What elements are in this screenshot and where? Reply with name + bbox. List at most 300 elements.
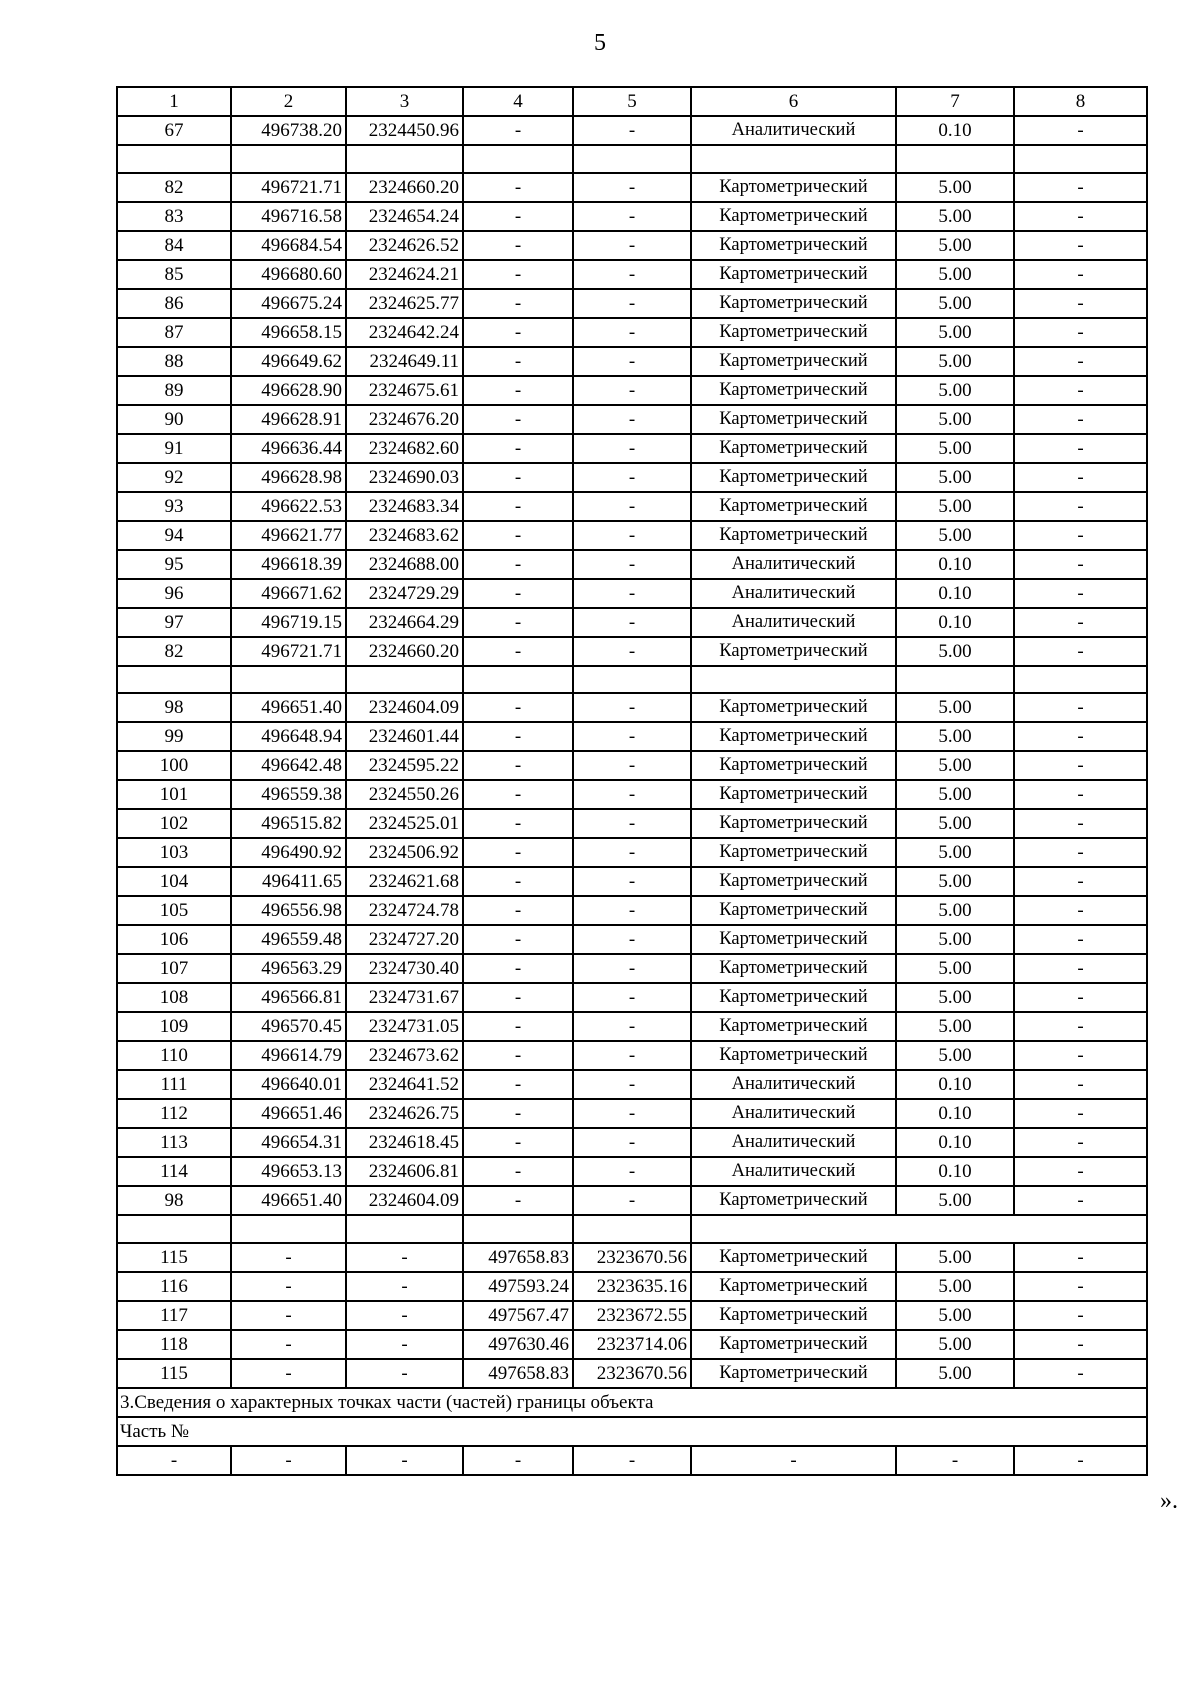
table-cell-col-6: Картометрический bbox=[691, 347, 896, 376]
table-cell-col-4: - bbox=[463, 751, 573, 780]
table-cell-col-6: Аналитический bbox=[691, 550, 896, 579]
table-cell-col-4: - bbox=[463, 693, 573, 722]
table-cell-col-6: Картометрический bbox=[691, 231, 896, 260]
table-cell-col-6: Картометрический bbox=[691, 1041, 896, 1070]
table-cell-col-3: 2324506.92 bbox=[346, 838, 463, 867]
table-cell-col-5: - bbox=[573, 405, 691, 434]
table-cell-col-1: 3.Сведения о характерных точках части (частей) границы объекта bbox=[117, 1388, 1147, 1417]
table-cell-col-1: 104 bbox=[117, 867, 231, 896]
table-cell-col-5: - bbox=[573, 116, 691, 145]
table-row bbox=[117, 637, 1147, 666]
table-cell-col-6: Картометрический bbox=[691, 434, 896, 463]
table-row bbox=[117, 896, 1147, 925]
table-cell-col-2: - bbox=[231, 1243, 346, 1272]
table-cell-col-2: 496648.94 bbox=[231, 722, 346, 751]
table-row bbox=[117, 925, 1147, 954]
table-cell-col-4: - bbox=[463, 434, 573, 463]
table-row bbox=[117, 751, 1147, 780]
table-cell-col-6: Картометрический bbox=[691, 838, 896, 867]
table-cell-col-1: 106 bbox=[117, 925, 231, 954]
table-cell-col-2: - bbox=[231, 1359, 346, 1388]
table-cell-col-1: 1 bbox=[117, 87, 231, 116]
table-cell-col-5: - bbox=[573, 1041, 691, 1070]
table-cell-col-8: - bbox=[1014, 202, 1147, 231]
table-cell-col-7: 5.00 bbox=[896, 925, 1014, 954]
table-cell-col-7 bbox=[896, 145, 1014, 173]
table-cell-col-6: Картометрический bbox=[691, 1186, 896, 1215]
table-cell-col-5: - bbox=[573, 492, 691, 521]
table-cell-col-6: Картометрический bbox=[691, 521, 896, 550]
table-cell-col-7: 5.00 bbox=[896, 693, 1014, 722]
table-cell-col-7: 5.00 bbox=[896, 751, 1014, 780]
table-cell-col-6: Картометрический bbox=[691, 173, 896, 202]
table-cell-col-3: 2324682.60 bbox=[346, 434, 463, 463]
table-cell-col-1: 109 bbox=[117, 1012, 231, 1041]
table-cell-col-4: - bbox=[463, 1446, 573, 1475]
table-cell-col-7: 5.00 bbox=[896, 838, 1014, 867]
table-cell-col-4: - bbox=[463, 579, 573, 608]
table-cell-col-2: 496622.53 bbox=[231, 492, 346, 521]
table-cell-col-1: 87 bbox=[117, 318, 231, 347]
table-cell-col-7: 5.00 bbox=[896, 231, 1014, 260]
table-cell-col-6: Картометрический bbox=[691, 1272, 896, 1301]
table-cell-col-2: 496628.98 bbox=[231, 463, 346, 492]
table-cell-col-1: 111 bbox=[117, 1070, 231, 1099]
table-cell-col-2: 496566.81 bbox=[231, 983, 346, 1012]
table-cell-col-6: Аналитический bbox=[691, 1070, 896, 1099]
table-cell-col-2: 496515.82 bbox=[231, 809, 346, 838]
table-row bbox=[117, 1330, 1147, 1359]
table-cell-col-8: - bbox=[1014, 260, 1147, 289]
table-cell-col-1: 116 bbox=[117, 1272, 231, 1301]
table-cell-col-2: 496563.29 bbox=[231, 954, 346, 983]
table-cell-col-1: 96 bbox=[117, 579, 231, 608]
table-cell-col-2: - bbox=[231, 1301, 346, 1330]
table-cell-col-4: - bbox=[463, 1070, 573, 1099]
table-cell-col-5: - bbox=[573, 722, 691, 751]
table-cell-col-7: 5.00 bbox=[896, 637, 1014, 666]
table-cell-col-2: - bbox=[231, 1272, 346, 1301]
table-cell-col-7: 5.00 bbox=[896, 405, 1014, 434]
table-cell-col-6: - bbox=[691, 1446, 896, 1475]
table-cell-col-5 bbox=[573, 1215, 691, 1243]
table-cell-col-5: - bbox=[573, 780, 691, 809]
table-cell-col-2: 496618.39 bbox=[231, 550, 346, 579]
table-cell-col-2: 496621.77 bbox=[231, 521, 346, 550]
table-cell-col-6: Картометрический bbox=[691, 983, 896, 1012]
table-cell-col-6: Картометрический bbox=[691, 318, 896, 347]
table-cell-col-8: - bbox=[1014, 925, 1147, 954]
table-cell-col-8: - bbox=[1014, 1012, 1147, 1041]
table-cell-col-8: - bbox=[1014, 1301, 1147, 1330]
table-row bbox=[117, 954, 1147, 983]
table-cell-col-2: 496671.62 bbox=[231, 579, 346, 608]
table-cell-col-1: 90 bbox=[117, 405, 231, 434]
table-cell-col-6: Картометрический bbox=[691, 722, 896, 751]
table-cell-col-6: Картометрический bbox=[691, 896, 896, 925]
table-cell-col-7: 7 bbox=[896, 87, 1014, 116]
table-cell-col-1: Часть № bbox=[117, 1417, 1147, 1446]
table-cell-col-3: 2324450.96 bbox=[346, 116, 463, 145]
table-cell-col-3: 2324626.75 bbox=[346, 1099, 463, 1128]
table-cell-col-2: 496642.48 bbox=[231, 751, 346, 780]
table-row bbox=[117, 608, 1147, 637]
table-cell-col-5: - bbox=[573, 1012, 691, 1041]
table-cell-col-8: - bbox=[1014, 1272, 1147, 1301]
table-cell-col-7: 5.00 bbox=[896, 434, 1014, 463]
table-cell-col-8: - bbox=[1014, 231, 1147, 260]
table-row bbox=[117, 116, 1147, 145]
table-cell-col-2: 496675.24 bbox=[231, 289, 346, 318]
table-cell-col-8: 8 bbox=[1014, 87, 1147, 116]
table-cell-col-5: - bbox=[573, 608, 691, 637]
table-row bbox=[117, 1041, 1147, 1070]
table-cell-col-7: 0.10 bbox=[896, 1070, 1014, 1099]
table-cell-col-8: - bbox=[1014, 809, 1147, 838]
table-cell-col-7: 0.10 bbox=[896, 1099, 1014, 1128]
table-cell-col-7: 5.00 bbox=[896, 954, 1014, 983]
table-row bbox=[117, 289, 1147, 318]
table-cell-col-3: - bbox=[346, 1243, 463, 1272]
table-cell-col-5: - bbox=[573, 637, 691, 666]
table-cell-col-8 bbox=[1014, 145, 1147, 173]
table-cell-col-2: 496651.40 bbox=[231, 693, 346, 722]
table-cell-col-5: - bbox=[573, 202, 691, 231]
table-cell-col-1: 103 bbox=[117, 838, 231, 867]
table-cell-col-2: 496636.44 bbox=[231, 434, 346, 463]
section3-title-row bbox=[117, 1388, 1147, 1417]
table-cell-col-8: - bbox=[1014, 954, 1147, 983]
table-cell-col-1: 101 bbox=[117, 780, 231, 809]
table-cell-col-5: - bbox=[573, 463, 691, 492]
table-cell-col-3: 2324660.20 bbox=[346, 173, 463, 202]
table-cell-col-2: 496684.54 bbox=[231, 231, 346, 260]
table-cell-col-4: - bbox=[463, 463, 573, 492]
table-cell-col-8: - bbox=[1014, 376, 1147, 405]
table-cell-col-2 bbox=[231, 666, 346, 694]
table-cell-col-3: 2324550.26 bbox=[346, 780, 463, 809]
table-cell-col-4: - bbox=[463, 1157, 573, 1186]
table-cell-col-2: 496556.98 bbox=[231, 896, 346, 925]
table-header-row bbox=[117, 87, 1147, 116]
table-cell-col-6: Картометрический bbox=[691, 637, 896, 666]
table-cell-col-7: 5.00 bbox=[896, 289, 1014, 318]
table-cell-col-5: - bbox=[573, 983, 691, 1012]
table-cell-col-1: 100 bbox=[117, 751, 231, 780]
table-cell-col-2 bbox=[231, 1215, 346, 1243]
table-cell-col-4: - bbox=[463, 116, 573, 145]
table-row bbox=[117, 693, 1147, 722]
table-row bbox=[117, 550, 1147, 579]
table-cell-col-4: 497630.46 bbox=[463, 1330, 573, 1359]
table-row bbox=[117, 173, 1147, 202]
closing-quote: ». bbox=[1160, 1488, 1178, 1514]
table-row bbox=[117, 318, 1147, 347]
table-cell-col-6: Картометрический bbox=[691, 463, 896, 492]
table-cell-col-3: 2324683.62 bbox=[346, 521, 463, 550]
table-cell-col-8: - bbox=[1014, 637, 1147, 666]
table-cell-col-6: Картометрический bbox=[691, 809, 896, 838]
table-cell-col-4: - bbox=[463, 867, 573, 896]
table-cell-col-2: 496490.92 bbox=[231, 838, 346, 867]
table-cell-col-5: - bbox=[573, 1186, 691, 1215]
table-cell-col-8: - bbox=[1014, 722, 1147, 751]
table-cell-col-5: 2323635.16 bbox=[573, 1272, 691, 1301]
table-cell-col-3: 2324683.34 bbox=[346, 492, 463, 521]
table-cell-col-4: - bbox=[463, 1099, 573, 1128]
table-cell-col-7: 5.00 bbox=[896, 521, 1014, 550]
table-cell-col-3: 2324649.11 bbox=[346, 347, 463, 376]
table-cell-col-8: - bbox=[1014, 1446, 1147, 1475]
table-cell-col-1: 110 bbox=[117, 1041, 231, 1070]
table-cell-col-3: 2324595.22 bbox=[346, 751, 463, 780]
table-cell-col-4 bbox=[463, 145, 573, 173]
table-cell-col-4: - bbox=[463, 376, 573, 405]
table-cell-col-2: 496716.58 bbox=[231, 202, 346, 231]
table-row bbox=[117, 983, 1147, 1012]
table-cell-col-7: 0.10 bbox=[896, 116, 1014, 145]
table-cell-col-8: - bbox=[1014, 173, 1147, 202]
table-row bbox=[117, 1272, 1147, 1301]
table-cell-col-4 bbox=[463, 1215, 573, 1243]
table-cell-col-8: - bbox=[1014, 780, 1147, 809]
table-cell-col-1: 105 bbox=[117, 896, 231, 925]
table-cell-col-5: - bbox=[573, 809, 691, 838]
table-cell-col-5: - bbox=[573, 1070, 691, 1099]
table-cell-col-4: - bbox=[463, 492, 573, 521]
table-cell-col-5: - bbox=[573, 521, 691, 550]
table-cell-col-6: Картометрический bbox=[691, 954, 896, 983]
table-cell-col-1: 86 bbox=[117, 289, 231, 318]
table-cell-col-5: - bbox=[573, 231, 691, 260]
table-cell-col-7: 5.00 bbox=[896, 173, 1014, 202]
table-row bbox=[117, 492, 1147, 521]
table-cell-col-6: Картометрический bbox=[691, 405, 896, 434]
table-cell-col-7: 5.00 bbox=[896, 896, 1014, 925]
table-row bbox=[117, 1243, 1147, 1272]
table-cell-col-3: - bbox=[346, 1446, 463, 1475]
table-cell-col-4: 497658.83 bbox=[463, 1243, 573, 1272]
table-row bbox=[117, 202, 1147, 231]
table-cell-col-7: 5.00 bbox=[896, 983, 1014, 1012]
table-cell-col-2: 496721.71 bbox=[231, 637, 346, 666]
table-cell-col-5: - bbox=[573, 925, 691, 954]
table-cell-col-3: 2324690.03 bbox=[346, 463, 463, 492]
table-cell-col-1: 98 bbox=[117, 1186, 231, 1215]
table-cell-col-7: 5.00 bbox=[896, 260, 1014, 289]
table-cell-col-1: 88 bbox=[117, 347, 231, 376]
table-cell-col-5: - bbox=[573, 1099, 691, 1128]
table-cell-col-3: - bbox=[346, 1330, 463, 1359]
table-cell-col-2: 496658.15 bbox=[231, 318, 346, 347]
table-cell-col-6: Картометрический bbox=[691, 780, 896, 809]
table-cell-col-5: 2323714.06 bbox=[573, 1330, 691, 1359]
table-row bbox=[117, 1157, 1147, 1186]
table-cell-col-3: 2324664.29 bbox=[346, 608, 463, 637]
table-cell-col-7: - bbox=[896, 1446, 1014, 1475]
table-cell-col-5 bbox=[573, 145, 691, 173]
table-cell-col-4: 497567.47 bbox=[463, 1301, 573, 1330]
table-cell-col-7: 5.00 bbox=[896, 809, 1014, 838]
table-cell-col-5: 2323670.56 bbox=[573, 1243, 691, 1272]
table-cell-col-2: 496651.40 bbox=[231, 1186, 346, 1215]
table-cell-col-3: 2324724.78 bbox=[346, 896, 463, 925]
table-row bbox=[117, 1128, 1147, 1157]
table-cell-col-1: 118 bbox=[117, 1330, 231, 1359]
table-cell-col-2: 496411.65 bbox=[231, 867, 346, 896]
table-cell-col-5: - bbox=[573, 550, 691, 579]
separator-row bbox=[117, 666, 1147, 694]
table-cell-col-7: 5.00 bbox=[896, 1301, 1014, 1330]
table-cell-col-6 bbox=[691, 1215, 1147, 1243]
table-cell-col-5: - bbox=[573, 838, 691, 867]
table-row bbox=[117, 1012, 1147, 1041]
table-cell-col-7: 5.00 bbox=[896, 318, 1014, 347]
table-cell-col-6: Аналитический bbox=[691, 1128, 896, 1157]
table-cell-col-2: 496654.31 bbox=[231, 1128, 346, 1157]
table-cell-col-5: - bbox=[573, 1128, 691, 1157]
table-cell-col-6: Картометрический bbox=[691, 751, 896, 780]
table-cell-col-5: - bbox=[573, 434, 691, 463]
table-cell-col-3: 2324604.09 bbox=[346, 693, 463, 722]
table-cell-col-7: 5.00 bbox=[896, 376, 1014, 405]
table-cell-col-7: 5.00 bbox=[896, 492, 1014, 521]
table-cell-col-7: 5.00 bbox=[896, 202, 1014, 231]
table-cell-col-6: Картометрический bbox=[691, 260, 896, 289]
table-cell-col-3: 2324606.81 bbox=[346, 1157, 463, 1186]
table-cell-col-5: - bbox=[573, 1446, 691, 1475]
table-cell-col-6: Картометрический bbox=[691, 1243, 896, 1272]
table-cell-col-2: 496738.20 bbox=[231, 116, 346, 145]
table-cell-col-2 bbox=[231, 145, 346, 173]
table-row bbox=[117, 838, 1147, 867]
table-cell-col-1: 67 bbox=[117, 116, 231, 145]
table-cell-col-1: 82 bbox=[117, 637, 231, 666]
table-row bbox=[117, 722, 1147, 751]
table-cell-col-1: 107 bbox=[117, 954, 231, 983]
table-cell-col-3: 2324676.20 bbox=[346, 405, 463, 434]
table-cell-col-7: 5.00 bbox=[896, 780, 1014, 809]
table-cell-col-5: - bbox=[573, 579, 691, 608]
table-cell-col-1: 85 bbox=[117, 260, 231, 289]
page-number: 5 bbox=[594, 30, 606, 56]
table-cell-col-4: - bbox=[463, 550, 573, 579]
table-cell-col-5: - bbox=[573, 289, 691, 318]
table-cell-col-2: 496640.01 bbox=[231, 1070, 346, 1099]
coordinates-table bbox=[116, 86, 1148, 1476]
table-cell-col-1: 95 bbox=[117, 550, 231, 579]
table-cell-col-1: 108 bbox=[117, 983, 231, 1012]
table-row bbox=[117, 376, 1147, 405]
table-row bbox=[117, 1301, 1147, 1330]
table-cell-col-3: 2324642.24 bbox=[346, 318, 463, 347]
table-cell-col-6 bbox=[691, 145, 896, 173]
table-cell-col-3: 2324675.61 bbox=[346, 376, 463, 405]
table-cell-col-2: 2 bbox=[231, 87, 346, 116]
table-cell-col-1: 83 bbox=[117, 202, 231, 231]
table-cell-col-8: - bbox=[1014, 116, 1147, 145]
table-cell-col-8: - bbox=[1014, 434, 1147, 463]
table-cell-col-4: - bbox=[463, 289, 573, 318]
table-cell-col-1: 94 bbox=[117, 521, 231, 550]
table-cell-col-4: - bbox=[463, 608, 573, 637]
table-cell-col-8: - bbox=[1014, 1099, 1147, 1128]
table-row bbox=[117, 463, 1147, 492]
table-cell-col-7: 5.00 bbox=[896, 867, 1014, 896]
table-cell-col-2: - bbox=[231, 1330, 346, 1359]
table-row bbox=[117, 1186, 1147, 1215]
table-cell-col-3: 2324730.40 bbox=[346, 954, 463, 983]
table-cell-col-6: Картометрический bbox=[691, 202, 896, 231]
table-cell-col-1: 102 bbox=[117, 809, 231, 838]
table-cell-col-1: 93 bbox=[117, 492, 231, 521]
separator-row bbox=[117, 145, 1147, 173]
table-cell-col-4: - bbox=[463, 722, 573, 751]
part-number-row bbox=[117, 1417, 1147, 1446]
table-cell-col-6: Картометрический bbox=[691, 1012, 896, 1041]
table-cell-col-1: 99 bbox=[117, 722, 231, 751]
table-cell-col-3: 2324601.44 bbox=[346, 722, 463, 751]
table-cell-col-7: 5.00 bbox=[896, 1041, 1014, 1070]
table-cell-col-3 bbox=[346, 666, 463, 694]
table-cell-col-8: - bbox=[1014, 463, 1147, 492]
table-cell-col-6: Картометрический bbox=[691, 1301, 896, 1330]
table-cell-col-1: 98 bbox=[117, 693, 231, 722]
table-cell-col-8: - bbox=[1014, 838, 1147, 867]
table-cell-col-4: - bbox=[463, 1012, 573, 1041]
table-cell-col-1: 115 bbox=[117, 1359, 231, 1388]
table-cell-col-8 bbox=[1014, 666, 1147, 694]
table-cell-col-3: 2324624.21 bbox=[346, 260, 463, 289]
table-cell-col-5: - bbox=[573, 954, 691, 983]
table-cell-col-7: 5.00 bbox=[896, 1012, 1014, 1041]
table-cell-col-7 bbox=[896, 666, 1014, 694]
table-cell-col-5: - bbox=[573, 751, 691, 780]
table-cell-col-2: 496628.90 bbox=[231, 376, 346, 405]
table-cell-col-7: 0.10 bbox=[896, 579, 1014, 608]
table-cell-col-2: 496559.48 bbox=[231, 925, 346, 954]
table-cell-col-6: Картометрический bbox=[691, 867, 896, 896]
table-cell-col-5: 5 bbox=[573, 87, 691, 116]
table-cell-col-3: - bbox=[346, 1272, 463, 1301]
table-cell-col-3: 2324731.67 bbox=[346, 983, 463, 1012]
table-cell-col-7: 5.00 bbox=[896, 1186, 1014, 1215]
table-cell-col-8: - bbox=[1014, 318, 1147, 347]
table-cell-col-7: 5.00 bbox=[896, 1330, 1014, 1359]
table-cell-col-3: 2324626.52 bbox=[346, 231, 463, 260]
table-cell-col-2: 496614.79 bbox=[231, 1041, 346, 1070]
table-cell-col-6 bbox=[691, 666, 896, 694]
table-cell-col-6: 6 bbox=[691, 87, 896, 116]
table-cell-col-8: - bbox=[1014, 1157, 1147, 1186]
table-cell-col-5: - bbox=[573, 896, 691, 925]
table-cell-col-4: - bbox=[463, 896, 573, 925]
table-cell-col-3: 3 bbox=[346, 87, 463, 116]
table-cell-col-4: - bbox=[463, 318, 573, 347]
table-cell-col-3: 2324660.20 bbox=[346, 637, 463, 666]
table-cell-col-4: - bbox=[463, 780, 573, 809]
table-cell-col-6: Аналитический bbox=[691, 1099, 896, 1128]
table-cell-col-1: 117 bbox=[117, 1301, 231, 1330]
table-cell-col-6: Аналитический bbox=[691, 1157, 896, 1186]
separator-row bbox=[117, 1215, 1147, 1243]
table-cell-col-1: 112 bbox=[117, 1099, 231, 1128]
table-cell-col-3: 2324729.29 bbox=[346, 579, 463, 608]
table-row bbox=[117, 521, 1147, 550]
table-cell-col-7: 5.00 bbox=[896, 347, 1014, 376]
table-cell-col-3: 2324673.62 bbox=[346, 1041, 463, 1070]
table-cell-col-3: 2324727.20 bbox=[346, 925, 463, 954]
